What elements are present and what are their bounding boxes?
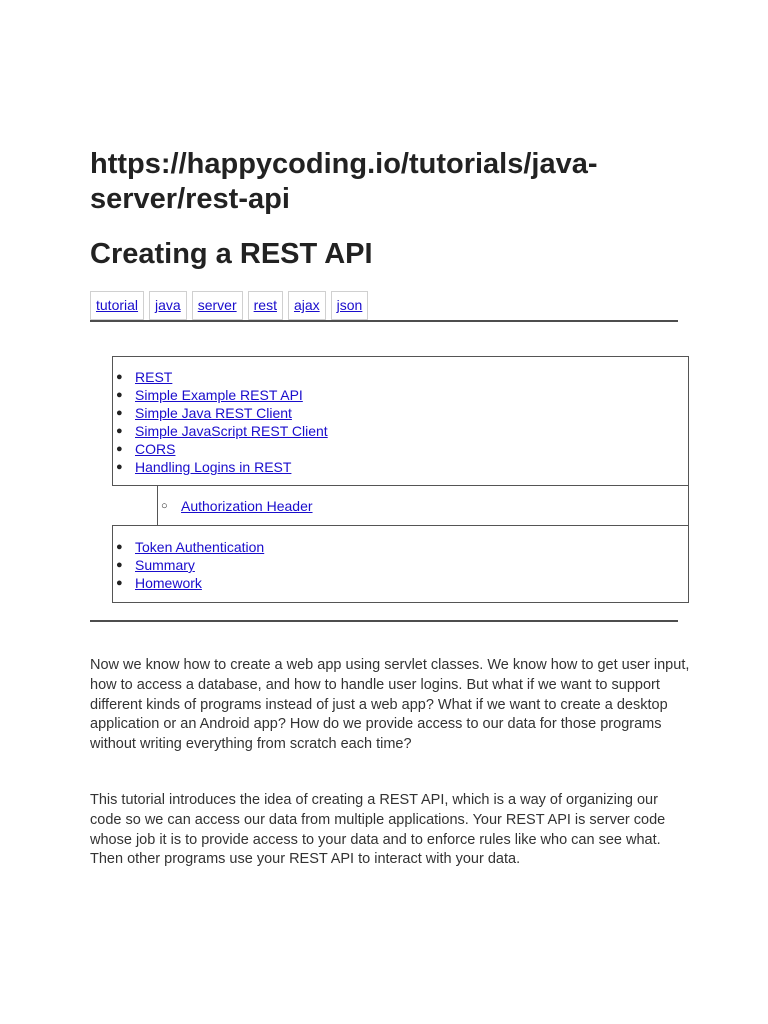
toc-link-authorization-header[interactable]: Authorization Header xyxy=(181,498,313,514)
toc-item xyxy=(113,386,688,404)
bullet-icon: ● xyxy=(116,461,123,473)
toc-item xyxy=(113,556,688,574)
toc-link-simple-example[interactable]: Simple Example REST API xyxy=(135,387,303,403)
intro-paragraph: Now we know how to create a web app using servlet classes. We know how to get user input, how to access a database, and how to handle user logins. But what if we want to support different kinds of programs instead of just a web app? What if we want to create a desktop application or an Android app? How do we provide access to our data for those programs without writing everything from scratch each time? xyxy=(90,657,690,753)
bullet-icon: ● xyxy=(116,407,123,419)
tag-link-server[interactable]: server xyxy=(192,291,243,320)
toc-box-nested xyxy=(157,485,689,526)
toc-link-handling-logins[interactable]: Handling Logins in REST xyxy=(135,459,292,475)
description-paragraph: This tutorial introduces the idea of creating a REST API, which is a way of organizing our code so we can access our data from multiple applications. Your REST API is server code whose job it is to provide access to your data and to enforce rules like who can see what. Then other programs use your REST API to interact with your data. xyxy=(90,792,666,868)
tag-link-json[interactable]: json xyxy=(331,291,369,320)
tag-link-tutorial[interactable]: tutorial xyxy=(90,291,144,320)
bullet-icon: ● xyxy=(116,559,123,571)
toc-link-summary[interactable]: Summary xyxy=(135,557,195,573)
bullet-icon: ● xyxy=(116,389,123,401)
toc-link-homework[interactable]: Homework xyxy=(135,575,202,591)
toc-box-main xyxy=(112,356,689,486)
divider-top xyxy=(90,320,678,322)
bullet-icon: ● xyxy=(116,541,123,553)
toc-item xyxy=(113,574,688,592)
toc-sublist xyxy=(158,497,688,515)
toc-list xyxy=(113,368,688,476)
bullet-icon: ● xyxy=(116,425,123,437)
tag-link-java[interactable]: java xyxy=(149,291,187,320)
toc-item xyxy=(113,368,688,386)
toc-item xyxy=(113,538,688,556)
tag-link-rest[interactable]: rest xyxy=(248,291,283,320)
toc-link-java-client[interactable]: Simple Java REST Client xyxy=(135,405,292,421)
toc-list-continued xyxy=(113,538,688,592)
toc-subitem xyxy=(158,497,688,515)
toc-item xyxy=(113,440,688,458)
bullet-icon: ● xyxy=(116,371,123,383)
divider-bottom xyxy=(90,620,678,622)
bullet-icon: ● xyxy=(116,577,123,589)
toc-item xyxy=(113,404,688,422)
bullet-icon: ● xyxy=(116,443,123,455)
toc-link-rest[interactable]: REST xyxy=(135,369,173,385)
tag-list xyxy=(90,291,368,320)
toc-item xyxy=(113,422,688,440)
toc-item xyxy=(113,458,688,476)
toc-link-token-authentication[interactable]: Token Authentication xyxy=(135,539,265,555)
toc-link-javascript-client[interactable]: Simple JavaScript REST Client xyxy=(135,423,328,439)
toc-link-cors[interactable]: CORS xyxy=(135,441,176,457)
tag-link-ajax[interactable]: ajax xyxy=(288,291,326,320)
toc-box-rest xyxy=(112,525,689,603)
page-url-heading: https://happycoding.io/tutorials/java-server/rest-api xyxy=(90,148,598,215)
circle-bullet-icon: ○ xyxy=(161,500,168,512)
page-title: Creating a REST API xyxy=(90,238,373,270)
